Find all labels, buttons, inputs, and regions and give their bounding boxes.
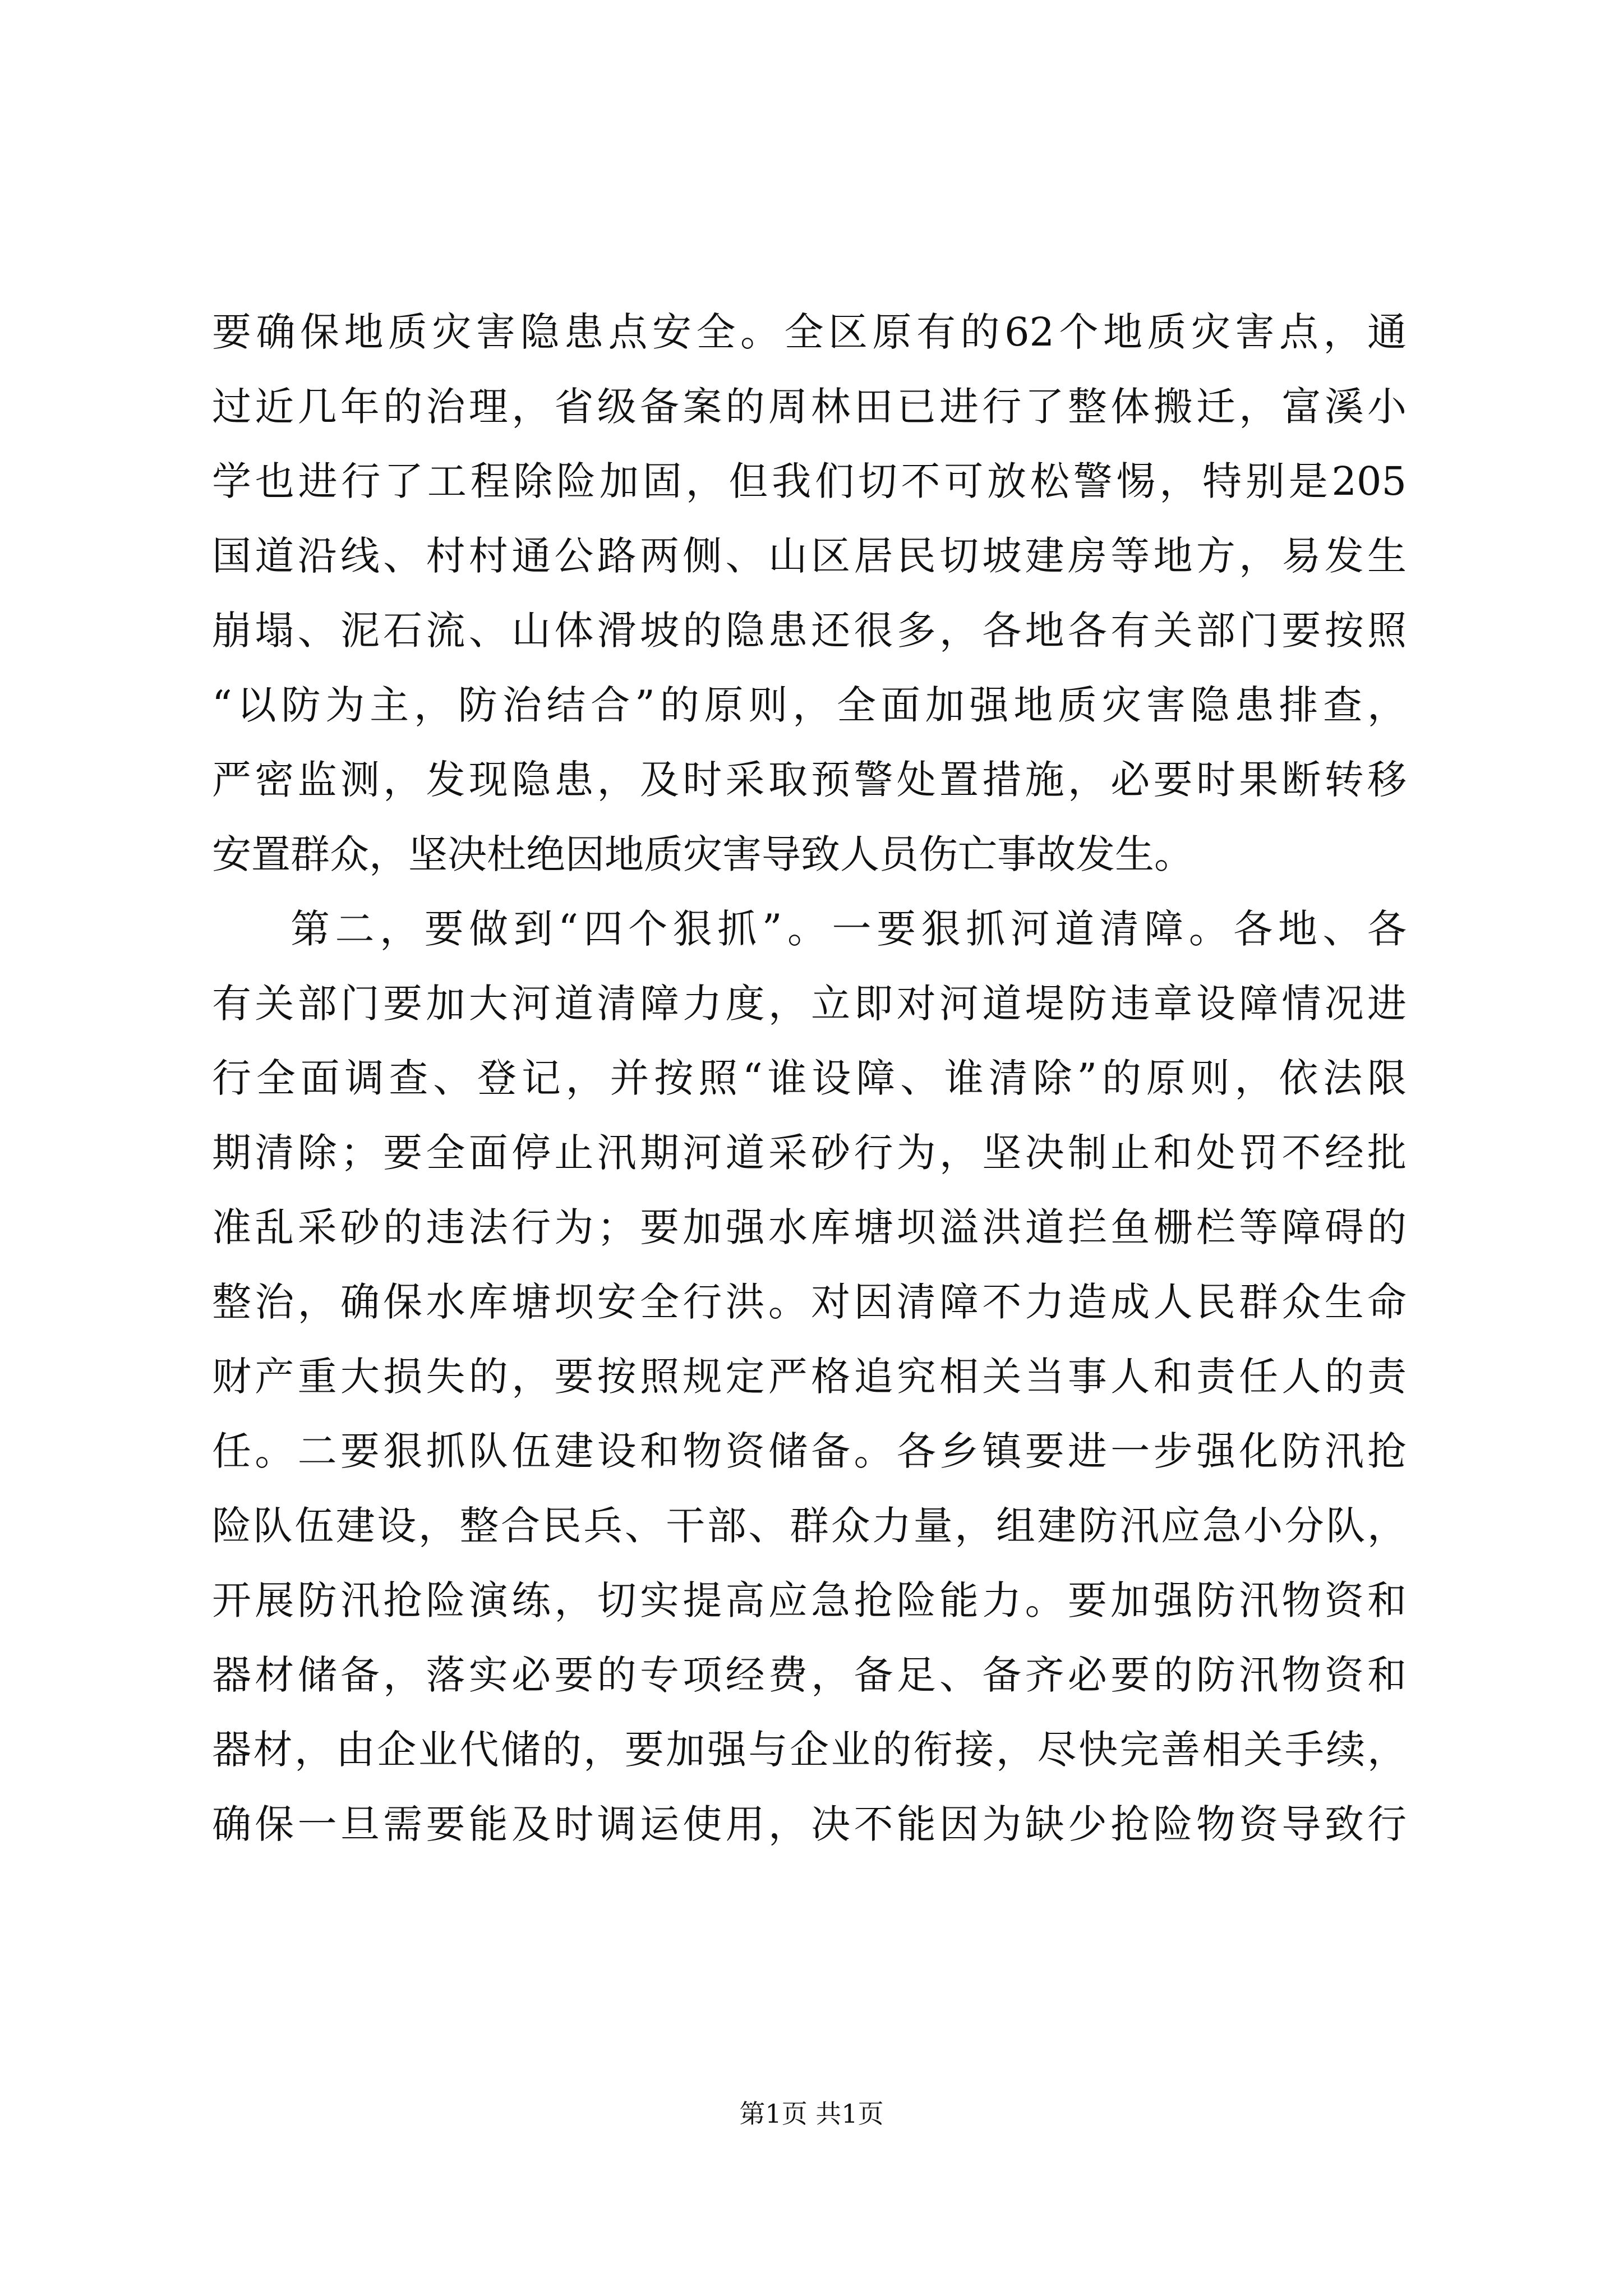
text-line: 整治，确保水库塘坝安全行洪。对因清障不力造成人民群众生命	[212, 1279, 1407, 1325]
text-line: 开展防汛抢险演练，切实提高应急抢险能力。要加强防汛物资和	[212, 1577, 1407, 1623]
text-line: 学也进行了工程除险加固，但我们切不可放松警惕，特别是205	[212, 458, 1407, 504]
text-line: 安置群众，坚决杜绝因地质灾害导致人员伤亡事故发生。	[212, 831, 1193, 877]
text-line: 任。二要狠抓队伍建设和物资储备。各乡镇要进一步强化防汛抢	[212, 1428, 1407, 1474]
text-line: “以防为主，防治结合”的原则，全面加强地质灾害隐患排查，	[212, 682, 1407, 728]
text-line: 器材储备，落实必要的专项经费，备足、备齐必要的防汛物资和	[212, 1652, 1407, 1698]
text-line: 过近几年的治理，省级备案的周林田已进行了整体搬迁，富溪小	[212, 384, 1407, 430]
text-line: 要确保地质灾害隐患点安全。全区原有的62个地质灾害点，通	[212, 309, 1407, 355]
text-line: 国道沿线、村村通公路两侧、山区居民切坡建房等地方，易发生	[212, 533, 1407, 579]
text-line: 行全面调查、登记，并按照“谁设障、谁清除”的原则，依法限	[212, 1055, 1407, 1101]
text-line: 崩塌、泥石流、山体滑坡的隐患还很多，各地各有关部门要按照	[212, 608, 1407, 654]
document-body	[212, 295, 1407, 1862]
text-line: 有关部门要加大河道清障力度，立即对河道堤防违章设障情况进	[212, 981, 1407, 1027]
paragraph-start-line: 第二，要做到“四个狠抓”。一要狠抓河道清障。各地、各	[291, 906, 1407, 952]
page-footer	[0, 2097, 1623, 2131]
text-line: 器材，由企业代储的，要加强与企业的衔接，尽快完善相关手续，	[212, 1727, 1407, 1773]
text-line: 严密监测，发现隐患，及时采取预警处置措施，必要时果断转移	[212, 757, 1407, 803]
text-line: 财产重大损失的，要按照规定严格追究相关当事人和责任人的责	[212, 1354, 1407, 1400]
page-number-label: 第1页 共1页	[739, 2099, 884, 2129]
text-line: 确保一旦需要能及时调运使用，决不能因为缺少抢险物资导致行	[212, 1801, 1407, 1847]
text-line: 准乱采砂的违法行为；要加强水库塘坝溢洪道拦鱼栅栏等障碍的	[212, 1204, 1407, 1250]
text-line: 险队伍建设，整合民兵、干部、群众力量，组建防汛应急小分队，	[212, 1503, 1407, 1549]
text-line: 期清除；要全面停止汛期河道采砂行为，坚决制止和处罚不经批	[212, 1130, 1407, 1176]
